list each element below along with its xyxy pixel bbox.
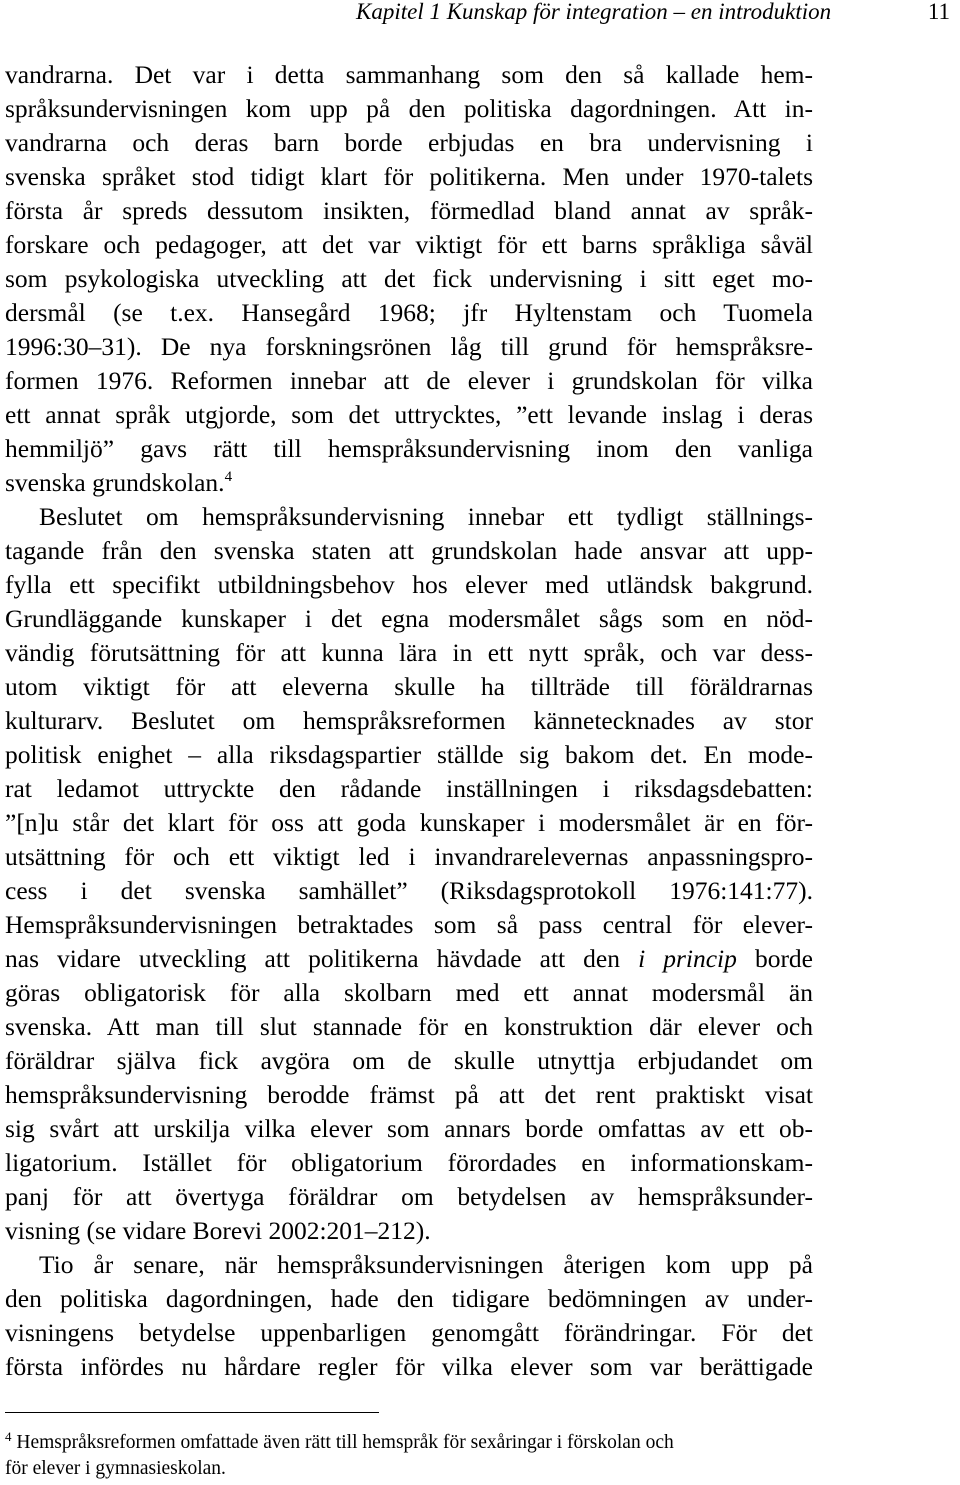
text-line: utsättning för och ett viktigt led i invandrarelevernas anpassningspro- bbox=[5, 842, 813, 871]
text-line: Grundläggande kunskaper i det egna modersmålet sågs som en nöd- bbox=[5, 604, 813, 633]
text-line: cess i det svenska samhället” (Riksdagsprotokoll 1976:141:77). bbox=[5, 876, 813, 905]
footnote-line: för elever i gymnasieskolan. bbox=[5, 1458, 226, 1479]
text-segment: nas vidare utveckling att politikerna hävdade att den bbox=[5, 944, 639, 973]
text-line: kulturarv. Beslutet om hemspråksreformen kännetecknades av stor bbox=[5, 706, 813, 735]
text-line: språksundervisningen kom upp på den politiska dagordningen. Att in- bbox=[5, 94, 813, 123]
text-line: första år spreds dessutom insikten, förmedlad bland annat av språk- bbox=[5, 196, 813, 225]
text-line: visningens betydelse uppenbarligen genomgått förändringar. För det bbox=[5, 1318, 813, 1347]
footnote-reference[interactable]: 4 bbox=[224, 469, 233, 485]
text-line: tagande från den svenska staten att grundskolan hade ansvar att upp- bbox=[5, 536, 813, 565]
text-line: Hemspråksundervisningen betraktades som så pass central för elever- bbox=[5, 910, 813, 939]
page-number: 11 bbox=[927, 0, 950, 24]
text-line: svenska. Att man till slut stannade för en konstruktion där elever och bbox=[5, 1012, 813, 1041]
text-line: göras obligatorisk för alla skolbarn med ett annat modersmål än bbox=[5, 978, 813, 1007]
text-line: som psykologiska utveckling att det fick undervisning i sitt eget mo- bbox=[5, 264, 813, 293]
page-header bbox=[0, 0, 960, 30]
footnote-line bbox=[5, 1430, 813, 1456]
text-line: vandrarna. Det var i detta sammanhang som den så kallade hem- bbox=[5, 60, 813, 89]
text-line: sig svårt att urskilja vilka elever som annars borde omfattas av ett ob- bbox=[5, 1114, 813, 1143]
footnote-number: 4 bbox=[5, 1429, 12, 1444]
text-line bbox=[5, 942, 813, 976]
text-line: rat ledamot uttryckte den rådande inställningen i riksdagsdebatten: bbox=[5, 774, 813, 803]
text-line: den politiska dagordningen, hade den tidigare bedömningen av under- bbox=[5, 1284, 813, 1313]
chapter-title: Kapitel 1 Kunskap för integration – en introduktion bbox=[356, 0, 832, 24]
text-line: hemspråksundervisning berodde främst på att det rent praktiskt visat bbox=[5, 1080, 813, 1109]
text-line: vandrarna och deras barn borde erbjudas en bra undervisning i bbox=[5, 128, 813, 157]
text-line: ligatorium. Istället för obligatorium förordades en informationskam- bbox=[5, 1148, 813, 1177]
footnote-divider bbox=[5, 1412, 379, 1413]
emphasis-text: i princip bbox=[638, 944, 737, 973]
text-line: Tio år senare, när hemspråksundervisningen återigen kom upp på bbox=[39, 1250, 813, 1279]
text-line: vändig förutsättning för att kunna lära in ett nytt språk, och var dess- bbox=[5, 638, 813, 667]
text-line: ett annat språk utgjorde, som det uttrycktes, ”ett levande inslag i deras bbox=[5, 400, 813, 429]
text-line: politisk enighet – alla riksdagspartier ställde sig bakom det. En mode- bbox=[5, 740, 813, 769]
text-line: formen 1976. Reformen innebar att de elever i grundskolan för vilka bbox=[5, 366, 813, 395]
text-line: fylla ett specifikt utbildningsbehov hos elever med utländsk bakgrund. bbox=[5, 570, 813, 599]
text-line: hemmiljö” gavs rätt till hemspråksundervisning inom den vanliga bbox=[5, 434, 813, 463]
text-line: utom viktigt för att eleverna skulle ha tillträde till föräldrarnas bbox=[5, 672, 813, 701]
footnote-text: Hemspråksreformen omfattade även rätt till hemspråk för sexåringar i förskolan och bbox=[11, 1432, 674, 1453]
text-line: föräldrar själva fick avgöra om de skulle utnyttja erbjudandet om bbox=[5, 1046, 813, 1075]
text-line: forskare och pedagoger, att det var viktigt för ett barns språkliga såväl bbox=[5, 230, 813, 259]
text-line: visning (se vidare Borevi 2002:201–212). bbox=[5, 1216, 431, 1245]
text-line: Beslutet om hemspråksundervisning innebar ett tydligt ställnings- bbox=[39, 502, 813, 531]
paragraph-end-text: svenska grundskolan. bbox=[5, 468, 225, 497]
text-line: dersmål (se t.ex. Hansegård 1968; jfr Hyltenstam och Tuomela bbox=[5, 298, 813, 327]
text-segment: borde bbox=[736, 944, 813, 973]
text-line: ”[n]u står det klart för oss att goda kunskaper i modersmålet är en för- bbox=[5, 808, 813, 837]
text-line: panj för att övertyga föräldrar om betydelsen av hemspråksunder- bbox=[5, 1182, 813, 1211]
text-line: svenska språket stod tidigt klart för politikerna. Men under 1970-talets bbox=[5, 162, 813, 191]
text-line: 1996:30–31). De nya forskningsrönen låg till grund för hemspråksre- bbox=[5, 332, 813, 361]
text-line: första infördes nu hårdare regler för vilka elever som var berättigade bbox=[5, 1352, 813, 1381]
text-line bbox=[5, 466, 813, 500]
